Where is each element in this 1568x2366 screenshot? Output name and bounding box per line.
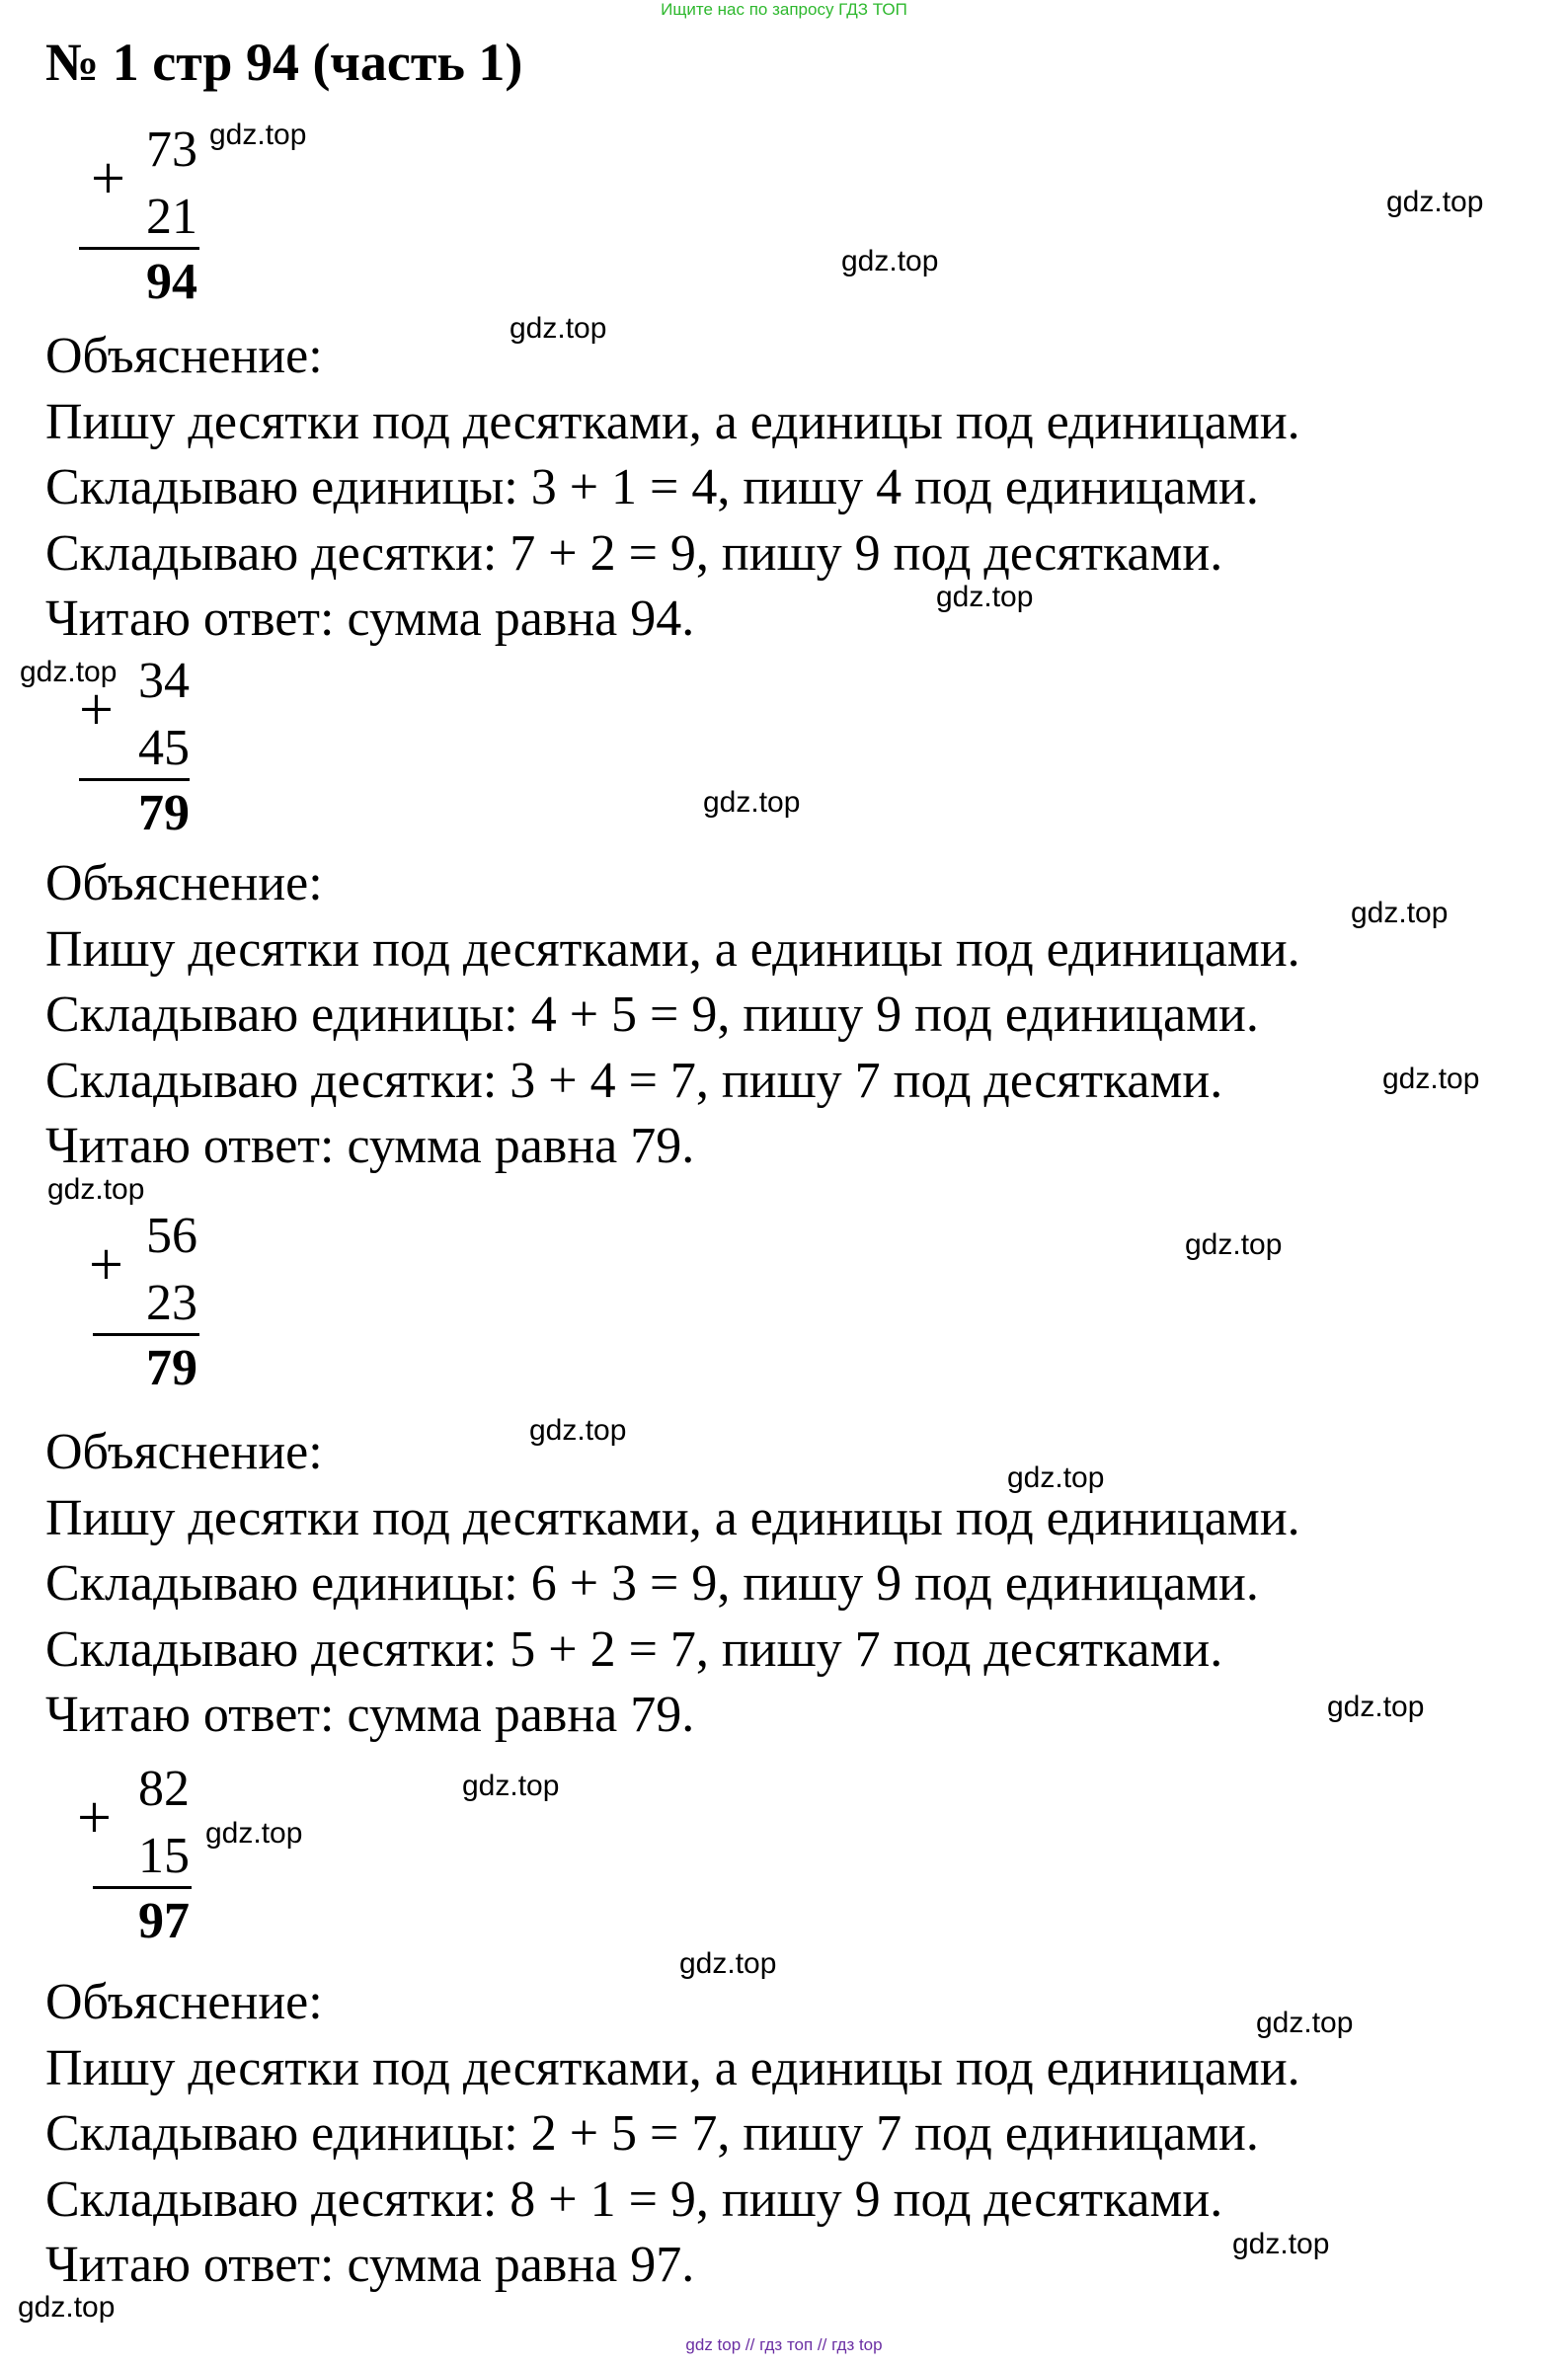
watermark: gdz.top <box>47 1173 145 1206</box>
watermark: gdz.top <box>679 1947 777 1980</box>
addend-1: 73 <box>146 121 197 178</box>
explanation-line: Складываю десятки: 7 + 2 = 9, пишу 9 под десятками. <box>45 524 1223 582</box>
watermark: gdz.top <box>1386 186 1484 218</box>
sum: 79 <box>138 785 190 841</box>
explanation-line: Пишу десятки под десятками, а единицы под единицами. <box>45 920 1300 978</box>
sum-line <box>79 778 190 781</box>
explanation-line: Складываю единицы: 4 + 5 = 9, пишу 9 под единицами. <box>45 986 1259 1043</box>
watermark: gdz.top <box>18 2291 116 2324</box>
explanation-line: Складываю единицы: 6 + 3 = 9, пишу 9 под единицами. <box>45 1555 1259 1612</box>
explanation-line: Пишу десятки под десятками, а единицы под единицами. <box>45 393 1300 450</box>
watermark: gdz.top <box>1232 2228 1330 2260</box>
plus-sign: + <box>77 1784 112 1852</box>
addend-1: 82 <box>138 1761 190 1817</box>
plus-sign: + <box>91 145 125 212</box>
addend-2: 15 <box>138 1828 190 1884</box>
page-title: № 1 стр 94 (часть 1) <box>45 33 523 92</box>
watermark: gdz.top <box>462 1770 560 1802</box>
watermark: gdz.top <box>1007 1461 1105 1494</box>
explanation-line: Складываю единицы: 3 + 1 = 4, пишу 4 под единицами. <box>45 459 1259 515</box>
explanation-line: Пишу десятки под десятками, а единицы под единицами. <box>45 2039 1300 2096</box>
watermark: gdz.top <box>529 1414 627 1447</box>
addend-2: 23 <box>146 1275 197 1331</box>
sum-line <box>93 1333 199 1336</box>
explanation-line: Читаю ответ: сумма равна 79. <box>45 1687 695 1743</box>
footer-links: gdz top // гдз топ // гдз top <box>685 2335 883 2354</box>
addend-1: 56 <box>146 1208 197 1264</box>
watermark: gdz.top <box>1327 1691 1425 1723</box>
watermark: gdz.top <box>1351 897 1449 929</box>
watermark: gdz.top <box>20 656 118 688</box>
explanation-line: Читаю ответ: сумма равна 97. <box>45 2237 695 2293</box>
sum-line <box>79 247 199 250</box>
watermark: gdz.top <box>205 1817 303 1850</box>
explanation-line: Читаю ответ: сумма равна 79. <box>45 1118 695 1174</box>
watermark: gdz.top <box>510 312 607 345</box>
addend-1: 34 <box>138 653 190 709</box>
explanation-heading: Объяснение: <box>45 328 323 384</box>
sum-line <box>93 1886 192 1889</box>
explanation-4 <box>45 1970 1300 2299</box>
explanation-heading: Объяснение: <box>45 1424 323 1480</box>
explanation-line: Складываю десятки: 3 + 4 = 7, пишу 7 под десятками. <box>45 1052 1223 1109</box>
watermark: gdz.top <box>1382 1063 1480 1095</box>
explanation-heading: Объяснение: <box>45 855 323 911</box>
explanation-line: Пишу десятки под десятками, а единицы под единицами. <box>45 1489 1300 1546</box>
watermark: gdz.top <box>1185 1228 1283 1261</box>
column-addition-3 <box>79 1207 296 1399</box>
watermark: gdz.top <box>841 245 939 277</box>
explanation-line: Складываю единицы: 2 + 5 = 7, пишу 7 под единицами. <box>45 2105 1259 2162</box>
watermark: gdz.top <box>1256 2007 1354 2039</box>
sum: 79 <box>146 1340 197 1396</box>
explanation-1 <box>45 324 1300 653</box>
column-addition-4 <box>71 1760 288 1952</box>
explanation-line: Складываю десятки: 8 + 1 = 9, пишу 9 под десятками. <box>45 2170 1223 2228</box>
watermark: gdz.top <box>209 118 307 151</box>
explanation-2 <box>45 851 1300 1180</box>
watermark: gdz.top <box>936 581 1034 613</box>
watermark: gdz.top <box>703 786 801 819</box>
explanation-line: Складываю десятки: 5 + 2 = 7, пишу 7 под десятками. <box>45 1620 1223 1678</box>
sum: 94 <box>146 254 197 310</box>
explanation-3 <box>45 1420 1300 1749</box>
plus-sign: + <box>79 676 114 744</box>
explanation-line: Читаю ответ: сумма равна 94. <box>45 591 695 647</box>
plus-sign: + <box>89 1231 123 1299</box>
addend-2: 21 <box>146 189 197 245</box>
top-banner: Ищите нас по запросу ГДЗ ТОП <box>661 0 907 19</box>
sum: 97 <box>138 1893 190 1949</box>
explanation-heading: Объяснение: <box>45 1974 323 2030</box>
addend-2: 45 <box>138 720 190 776</box>
